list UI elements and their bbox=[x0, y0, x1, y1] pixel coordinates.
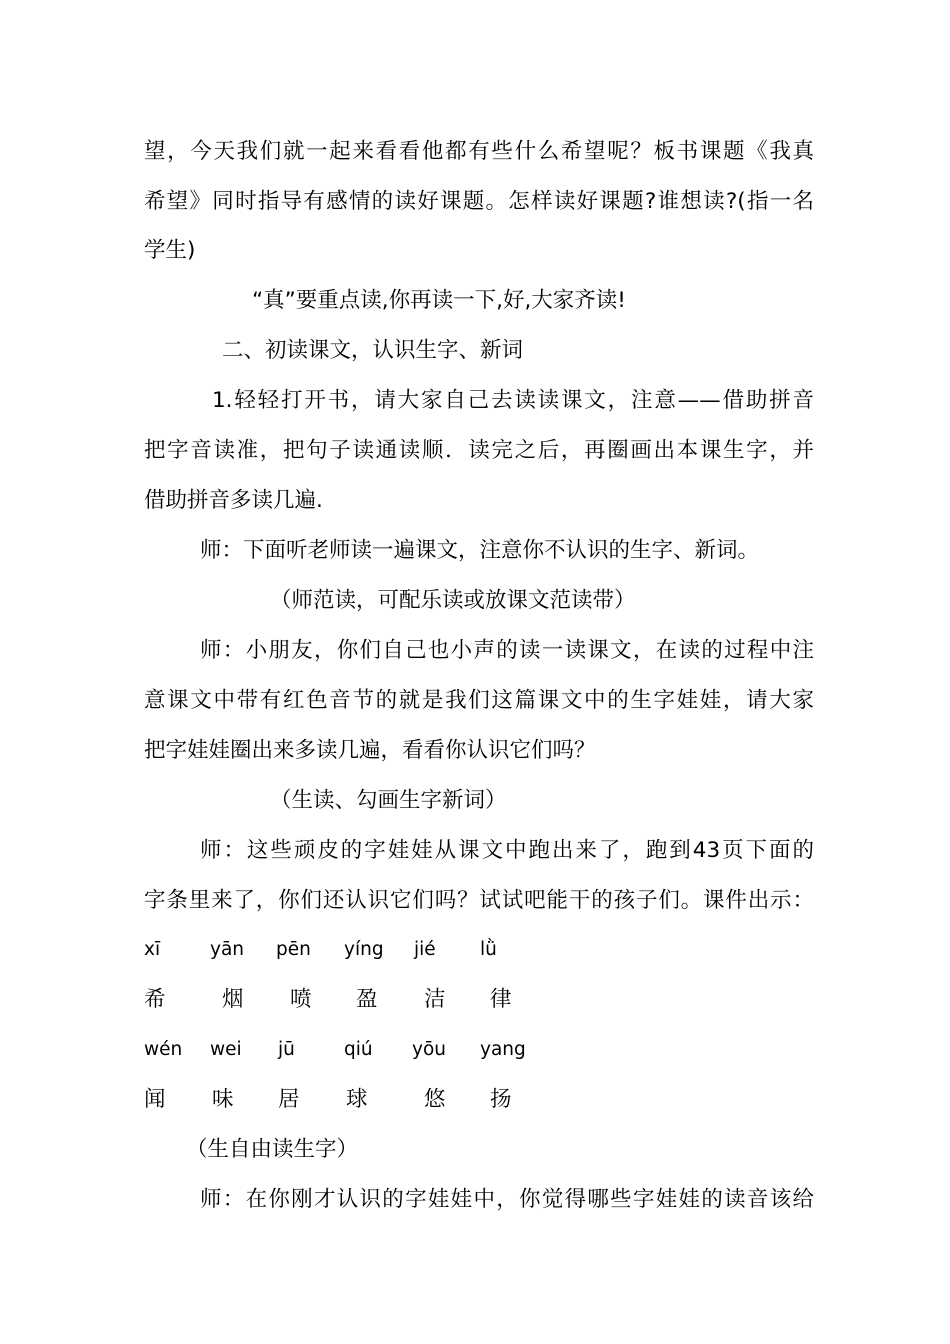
pinyin-cell: yang bbox=[480, 1039, 526, 1060]
pinyin-cell: yōu bbox=[412, 1039, 446, 1060]
character-cell: 烟 bbox=[222, 987, 244, 1012]
stage-note: （师范读，可配乐读或放课文范读带） bbox=[270, 588, 636, 613]
stage-note: （生读、勾画生字新词） bbox=[270, 788, 507, 813]
character-cell: 喷 bbox=[290, 987, 312, 1012]
character-cell: 居 bbox=[278, 1087, 300, 1112]
pinyin-cell: jū bbox=[278, 1039, 295, 1060]
paragraph-line: 望，今天我们就一起来看看他都有些什么希望呢？板书课题《我真 bbox=[144, 139, 814, 164]
pinyin-cell: wén bbox=[144, 1039, 183, 1060]
character-cell: 律 bbox=[490, 987, 512, 1012]
instruction-line: “真”要重点读,你再读一下,好,大家齐读! bbox=[252, 288, 626, 313]
pinyin-cell: lǜ bbox=[480, 939, 497, 960]
pinyin-cell: wei bbox=[210, 1039, 242, 1060]
paragraph-line: 1.轻轻打开书，请大家自己去读读课文，注意——借助拼音 bbox=[212, 388, 814, 413]
pinyin-cell: pēn bbox=[276, 939, 311, 960]
pinyin-cell: yíng bbox=[344, 939, 384, 960]
paragraph-line: 希望》同时指导有感情的读好课题。怎样读好课题?谁想读?(指一名 bbox=[144, 189, 814, 214]
pinyin-cell: jié bbox=[414, 939, 436, 960]
character-cell: 扬 bbox=[490, 1087, 512, 1112]
character-cell: 希 bbox=[144, 987, 166, 1012]
paragraph-line: 借助拼音多读几遍. bbox=[144, 488, 323, 513]
paragraph-line: 意课文中带有红色音节的就是我们这篇课文中的生字娃娃，请大家 bbox=[144, 688, 814, 713]
paragraph-line: 把字娃娃圈出来多读几遍，看看你认识它们吗？ bbox=[144, 738, 596, 763]
paragraph-line: 师：小朋友，你们自己也小声的读一读课文，在读的过程中注 bbox=[200, 638, 814, 663]
pinyin-cell: xī bbox=[144, 939, 161, 960]
paragraph-line: 师：下面听老师读一遍课文，注意你不认识的生字、新词。 bbox=[200, 538, 760, 563]
character-cell: 球 bbox=[346, 1087, 368, 1112]
character-cell: 悠 bbox=[424, 1087, 446, 1112]
section-heading: 二、初读课文，认识生字、新词 bbox=[222, 338, 524, 363]
paragraph-line: 师：在你刚才认识的字娃娃中，你觉得哪些字娃娃的读音该给 bbox=[200, 1187, 814, 1212]
pinyin-cell: qiú bbox=[344, 1039, 373, 1060]
stage-note: （生自由读生字） bbox=[186, 1137, 359, 1162]
pinyin-cell: yān bbox=[210, 939, 245, 960]
paragraph-line: 师：这些顽皮的字娃娃从课文中跑出来了，跑到43页下面的 bbox=[200, 838, 814, 863]
character-cell: 闻 bbox=[144, 1087, 166, 1112]
paragraph-line: 把字音读准，把句子读通读顺．读完之后，再圈画出本课生字，并 bbox=[144, 438, 814, 463]
paragraph-line: 字条里来了，你们还认识它们吗？试试吧能干的孩子们。课件出示： bbox=[144, 888, 814, 913]
character-cell: 盈 bbox=[356, 987, 378, 1012]
character-cell: 味 bbox=[212, 1087, 234, 1112]
paragraph-line: 学生) bbox=[144, 238, 196, 263]
character-cell: 洁 bbox=[424, 987, 446, 1012]
